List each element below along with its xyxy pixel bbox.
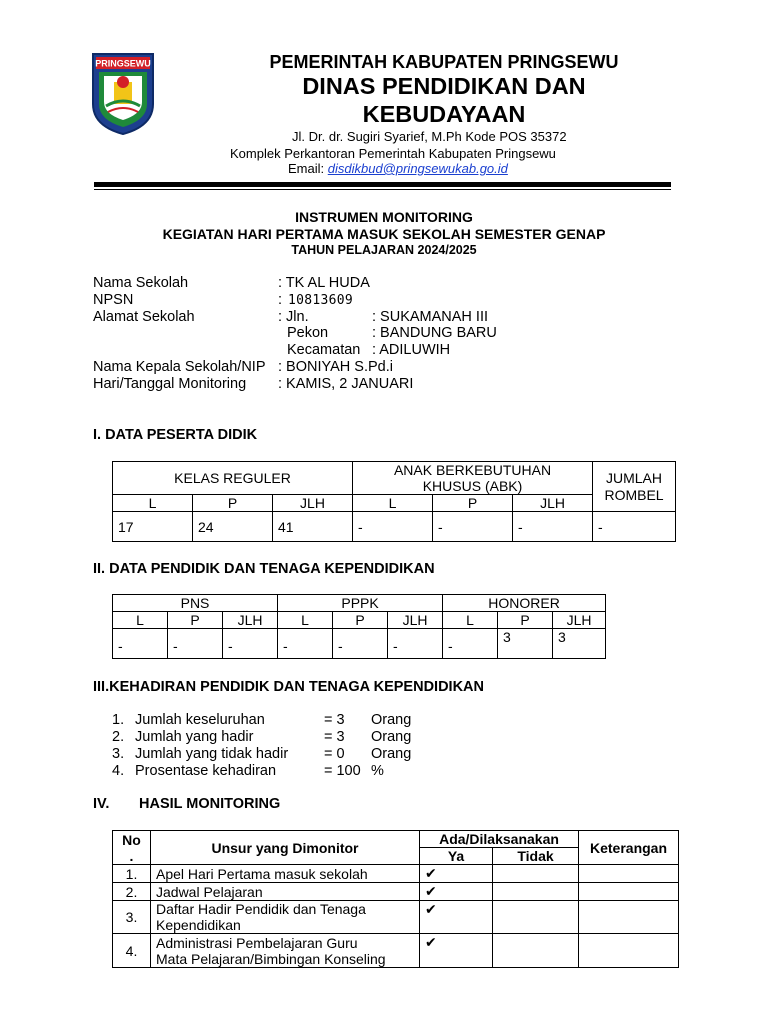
sub-header-cell: P [168, 612, 223, 629]
school-name-value: : TK AL HUDA [278, 275, 370, 291]
attendance-num: 2. [112, 729, 125, 745]
col-abk [353, 462, 593, 495]
row-remarks [579, 883, 679, 901]
value-cell: - [168, 629, 223, 659]
attendance-label: Jumlah keseluruhan [135, 712, 265, 728]
group-pns: PNS [113, 595, 278, 612]
row-number: 2. [113, 883, 151, 901]
agency-name-line2: KEBUDAYAAN [362, 101, 526, 127]
logo-text: PRINGSEWU [95, 58, 151, 69]
value-cell: - [278, 629, 333, 659]
section4-heading: HASIL MONITORING [139, 796, 281, 812]
sub-header-cell: JLH [223, 612, 278, 629]
sub-header-cell: L [278, 612, 333, 629]
kecamatan-label: Kecamatan [287, 342, 361, 358]
col-remarks: Keterangan [579, 831, 679, 865]
header-divider-thin [94, 189, 671, 190]
monitoring-results-table [112, 830, 679, 968]
table-row [113, 901, 679, 934]
value-cell: - [388, 629, 443, 659]
col-no: Tidak [493, 848, 579, 865]
sub-header-cell: L [443, 612, 498, 629]
street-value: : SUKAMANAH III [372, 309, 489, 325]
sub-header-cell: JLH [513, 495, 593, 512]
principal-label: Nama Kepala Sekolah/NIP [93, 359, 266, 375]
row-number: 4. [113, 934, 151, 968]
date-value: : KAMIS, 2 JANUARI [278, 376, 414, 392]
group-pppk: PPPK [278, 595, 443, 612]
email-link[interactable]: disdikbud@pringsewukab.go.id [327, 161, 508, 176]
row-item-line1: Administrasi Pembelajaran Guru [156, 934, 358, 951]
email-row [288, 161, 508, 176]
educator-data-table [112, 594, 606, 659]
document-title: INSTRUMEN MONITORING [295, 209, 473, 225]
attendance-label: Jumlah yang tidak hadir [135, 746, 289, 762]
agency-name-line1: DINAS PENDIDIKAN DAN [302, 73, 586, 99]
col-abk-line1: ANAK BERKEBUTUHAN [393, 462, 552, 478]
value-cell: - [223, 629, 278, 659]
section4-heading-number: IV. [93, 796, 110, 812]
attendance-num: 4. [112, 763, 125, 779]
header-divider [94, 182, 671, 187]
agency-name [200, 72, 688, 128]
sub-header-cell: JLH [388, 612, 443, 629]
col-rombel-line1: JUMLAH [606, 469, 663, 486]
street-label: : Jln. [278, 309, 309, 325]
attendance-num: 3. [112, 746, 125, 762]
npsn-colon: : [278, 292, 283, 308]
npsn-value: 10813609 [288, 293, 354, 308]
value-cell: - [593, 512, 676, 542]
col-rombel [593, 462, 676, 512]
value-cell: - [333, 629, 388, 659]
sub-header-cell: P [433, 495, 513, 512]
address-label: Alamat Sekolah [93, 309, 195, 325]
academic-year: TAHUN PELAJARAN 2024/2025 [291, 243, 477, 257]
sub-header-cell: P [193, 495, 273, 512]
sub-header-cell: JLH [553, 612, 606, 629]
table-row [113, 934, 679, 968]
check-no [493, 934, 579, 968]
principal-value: : BONIYAH S.Pd.i [278, 359, 393, 375]
kecamatan-value: : ADILUWIH [372, 342, 451, 358]
value-cell: 3 [553, 629, 606, 659]
row-remarks [579, 934, 679, 968]
section3-heading: III.KEHADIRAN PENDIDIK DAN TENAGA KEPENDIDIKAN [93, 679, 484, 695]
attendance-value: = 100 [324, 763, 361, 779]
address-line2: Komplek Perkantoran Pemerintah Kabupaten Pringsewu [230, 146, 556, 161]
check-no [493, 883, 579, 901]
check-yes: ✔ [420, 883, 493, 901]
pekon-label: Pekon [287, 325, 329, 341]
government-name: PEMERINTAH KABUPATEN PRINGSEWU [269, 52, 619, 72]
check-yes: ✔ [420, 865, 493, 883]
row-item: Apel Hari Pertama masuk sekolah [151, 865, 420, 883]
col-abk-line2: KHUSUS (ABK) [422, 478, 523, 494]
col-yes: Ya [420, 848, 493, 865]
section1-heading: I. DATA PESERTA DIDIK [93, 427, 258, 443]
col-rombel-line2: ROMBEL [604, 486, 664, 503]
attendance-label: Jumlah yang hadir [135, 729, 254, 745]
check-no [493, 901, 579, 934]
row-item: Jadwal Pelajaran [151, 883, 420, 901]
value-cell: 17 [113, 512, 193, 542]
col-number-line2: . [129, 847, 134, 864]
attendance-num: 1. [112, 712, 125, 728]
value-cell: - [443, 629, 498, 659]
value-cell: 3 [498, 629, 553, 659]
row-remarks [579, 865, 679, 883]
col-monitored-item: Unsur yang Dimonitor [151, 831, 420, 865]
value-cell: - [113, 629, 168, 659]
value-cell: - [353, 512, 433, 542]
attendance-value: = 3 [324, 712, 345, 728]
sub-header-cell: JLH [273, 495, 353, 512]
row-item-line1: Daftar Hadir Pendidik dan Tenaga [156, 901, 366, 917]
section2-heading: II. DATA PENDIDIK DAN TENAGA KEPENDIDIKAN [93, 561, 435, 577]
value-cell: 24 [193, 512, 273, 542]
col-number [113, 831, 151, 865]
sub-header-cell: L [353, 495, 433, 512]
check-yes: ✔ [420, 901, 493, 934]
npsn-label: NPSN [93, 292, 134, 308]
row-item-line2: Kependidikan [156, 917, 241, 933]
row-item [151, 934, 420, 968]
table-row [113, 865, 679, 883]
table-row [113, 883, 679, 901]
address-line1: Jl. Dr. dr. Sugiri Syarief, M.Ph Kode POS 35372 [292, 129, 567, 144]
sub-header-cell: P [498, 612, 553, 629]
row-item [151, 901, 420, 934]
sub-header-cell: P [333, 612, 388, 629]
attendance-unit: Orang [371, 729, 412, 745]
regency-logo [90, 52, 156, 136]
pekon-value: : BANDUNG BARU [372, 325, 497, 341]
sub-header-cell: L [113, 495, 193, 512]
check-no [493, 865, 579, 883]
attendance-unit: % [371, 763, 384, 779]
row-number: 1. [113, 865, 151, 883]
attendance-value: = 0 [324, 746, 345, 762]
attendance-value: = 3 [324, 729, 345, 745]
attendance-unit: Orang [371, 712, 412, 728]
attendance-label: Prosentase kehadiran [135, 763, 277, 779]
group-honorer: HONORER [443, 595, 606, 612]
attendance-unit: Orang [371, 746, 412, 762]
school-name-label: Nama Sekolah [93, 275, 189, 291]
value-cell: - [433, 512, 513, 542]
document-subtitle: KEGIATAN HARI PERTAMA MASUK SEKOLAH SEMESTER GENAP [162, 226, 606, 242]
col-implemented: Ada/Dilaksanakan [420, 831, 579, 848]
date-label: Hari/Tanggal Monitoring [93, 376, 247, 392]
check-yes: ✔ [420, 934, 493, 968]
email-label: Email: [288, 161, 325, 176]
col-regular-class: KELAS REGULER [113, 462, 353, 495]
row-remarks [579, 901, 679, 934]
sub-header-cell: L [113, 612, 168, 629]
row-item-line2: Mata Pelajaran/Bimbingan Konseling [156, 950, 386, 967]
value-cell: 41 [273, 512, 353, 542]
value-cell: - [513, 512, 593, 542]
col-number-line1: No [122, 831, 141, 848]
student-data-table [112, 461, 676, 542]
row-number: 3. [113, 901, 151, 934]
